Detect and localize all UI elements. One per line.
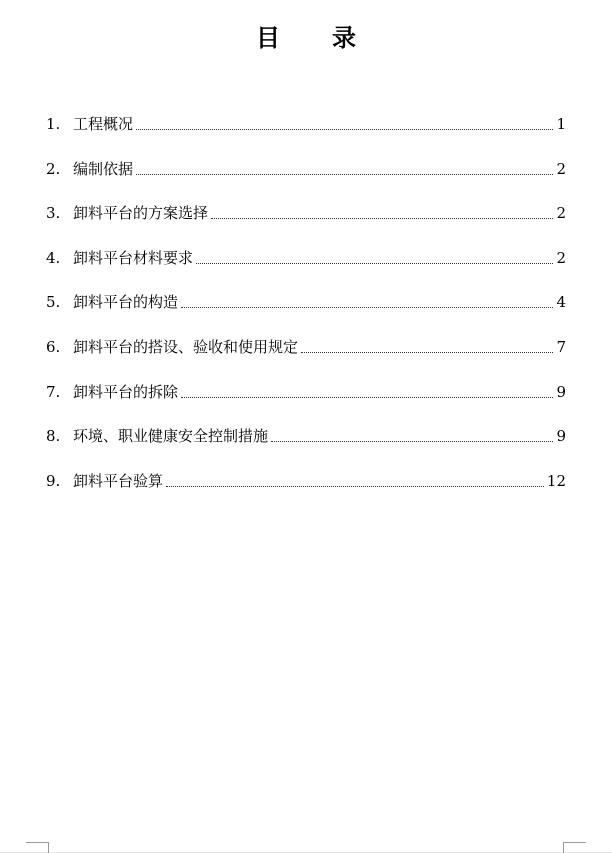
- dot-leader: [301, 336, 553, 353]
- toc-entry-page: 1: [556, 115, 566, 133]
- toc-entry-page: 9: [556, 382, 566, 401]
- toc-entry-number: 8.: [46, 427, 61, 446]
- dot-leader: [211, 202, 553, 219]
- toc-entry-label: 卸料平台验算: [73, 471, 164, 490]
- page-title: [0, 18, 612, 53]
- toc-entry[interactable]: [46, 336, 566, 381]
- toc-entry-number: 9.: [46, 471, 61, 490]
- toc-entry[interactable]: [46, 202, 566, 247]
- toc-entry[interactable]: [46, 247, 566, 292]
- toc-entry-number: 5.: [46, 293, 61, 312]
- toc-entry-number: 4.: [46, 248, 61, 267]
- page-corner-mark-right: [563, 842, 586, 853]
- toc-entry-page: 2: [556, 204, 566, 223]
- page-corner-mark-left: [26, 842, 49, 853]
- toc-entry[interactable]: [46, 470, 566, 515]
- dot-leader: [271, 425, 553, 442]
- toc-entry-number: 2.: [46, 159, 61, 178]
- toc-entry-label: 编制依据: [73, 159, 134, 178]
- toc-entry-label: 卸料平台的构造: [73, 293, 179, 312]
- toc-entry-number: 7.: [46, 382, 61, 401]
- toc-entry-label: 工程概况: [73, 115, 134, 133]
- dot-leader: [166, 470, 544, 487]
- toc-entry-page: 2: [556, 248, 566, 267]
- title-char-1: 目: [256, 23, 280, 52]
- toc-entry-page: 9: [556, 427, 566, 446]
- toc-entry-number: 3.: [46, 204, 61, 223]
- toc-entry[interactable]: [46, 425, 566, 470]
- toc-entry-page: 7: [556, 337, 566, 356]
- toc-entry[interactable]: [46, 158, 566, 203]
- toc-entry[interactable]: [46, 381, 566, 426]
- dot-leader: [181, 291, 553, 308]
- toc-entry-page: 4: [556, 293, 566, 312]
- dot-leader: [136, 113, 553, 130]
- toc-entry-label: 卸料平台的拆除: [73, 382, 179, 401]
- toc-entry[interactable]: [46, 291, 566, 336]
- toc-entry[interactable]: [46, 113, 566, 158]
- toc-entry-number: 6.: [46, 337, 61, 356]
- dot-leader: [181, 381, 553, 398]
- toc-entry-label: 环境、职业健康安全控制措施: [73, 427, 269, 446]
- dot-leader: [136, 158, 553, 175]
- toc-entry-label: 卸料平台的搭设、验收和使用规定: [73, 337, 299, 356]
- dot-leader: [196, 247, 553, 264]
- toc-entry-number: 1.: [46, 115, 61, 133]
- table-of-contents: [46, 113, 566, 514]
- toc-entry-page: 2: [556, 159, 566, 178]
- title-char-2: 录: [332, 23, 356, 52]
- toc-entry-page: 12: [546, 471, 566, 490]
- toc-entry-label: 卸料平台的方案选择: [73, 204, 209, 223]
- toc-entry-label: 卸料平台材料要求: [73, 248, 194, 267]
